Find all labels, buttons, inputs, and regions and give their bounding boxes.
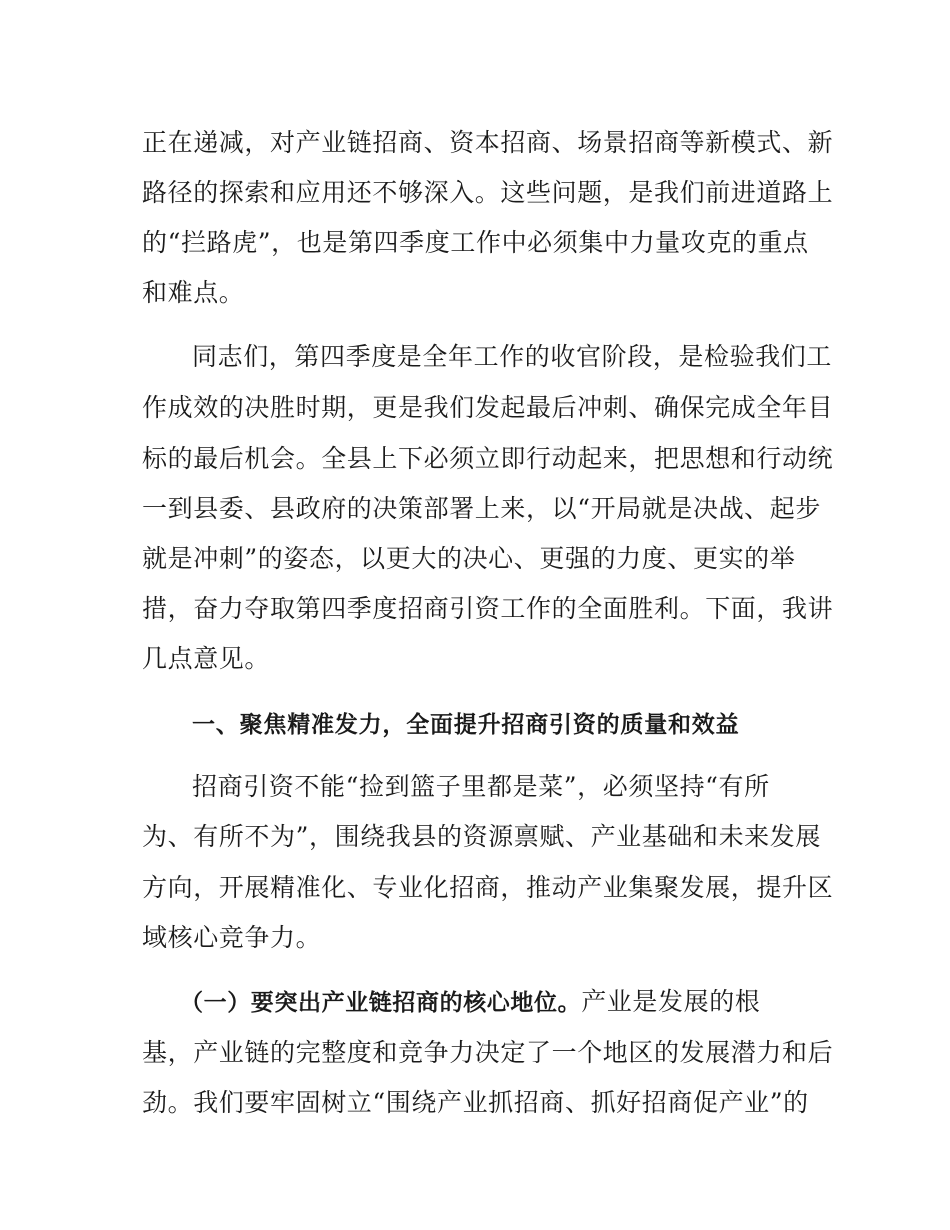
- section-heading: 一、聚焦精准发力，全面提升招商引资的质量和效益: [192, 712, 740, 738]
- subsection-lead: （一）要突出产业链招商的核心地位。: [180, 990, 582, 1016]
- paragraph-line: 作成效的决胜时期，更是我们发起最后冲刺、确保完成全年目: [142, 393, 834, 422]
- paragraph-line: 就是冲刺”的姿态，以更大的决心、更强的力度、更实的举: [142, 544, 796, 573]
- paragraph-line: 招商引资不能“捡到篮子里都是菜”，必须坚持“有所: [192, 772, 770, 801]
- paragraph-line: 标的最后机会。全县上下必须立即行动起来，把思想和行动统: [142, 444, 834, 473]
- paragraph-line: 路径的探索和应用还不够深入。这些问题，是我们前进道路上: [142, 178, 834, 207]
- paragraph-line: 同志们，第四季度是全年工作的收官阶段，是检验我们工: [192, 342, 833, 371]
- paragraph-line: 为、有所不为”，围绕我县的资源禀赋、产业基础和未来发展: [142, 822, 821, 851]
- paragraph-line: 的“拦路虎”，也是第四季度工作中必须集中力量攻克的重点: [142, 228, 809, 257]
- paragraph-line: 措，奋力夺取第四季度招商引资工作的全面胜利。下面，我讲: [142, 594, 834, 623]
- paragraph-line: [180, 987, 860, 1018]
- paragraph-line: 和难点。: [142, 278, 245, 307]
- paragraph-line: 几点意见。: [142, 644, 271, 673]
- paragraph-line: 正在递减，对产业链招商、资本招商、场景招商等新模式、新: [142, 128, 834, 157]
- paragraph-text: 产业是发展的根: [581, 987, 761, 1016]
- paragraph-line: 劲。我们要牢固树立“围绕产业抓招商、抓好招商促产业”的: [142, 1088, 809, 1117]
- paragraph-line: 基，产业链的完整度和竞争力决定了一个地区的发展潜力和后: [142, 1038, 834, 1067]
- paragraph-line: 一到县委、县政府的决策部署上来，以“开局就是决战、起步: [142, 494, 821, 523]
- paragraph-line: 方向，开展精准化、专业化招商，推动产业集聚发展，提升区: [142, 873, 834, 902]
- paragraph-line: 域核心竞争力。: [142, 923, 322, 952]
